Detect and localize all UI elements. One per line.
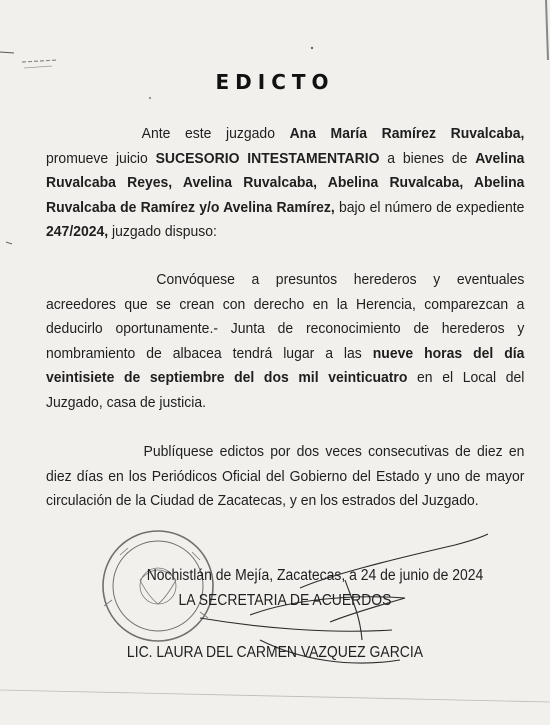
paragraph-promotion [46,122,524,245]
p1-text-5: juzgado dispuso: [108,223,217,240]
trial-type: SUCESORIO INTESTAMENTARIO [155,149,380,167]
p2-text-2: en el Local del Juzgado, casa de justicia. [46,369,525,411]
paragraph-publication [46,440,524,514]
case-number: 247/2024, [46,223,109,240]
hearing-datetime: nueve horas del día veintisiete de septiembre del dos mil veinticuatro [46,344,525,386]
scan-edge-right [546,0,548,60]
scan-mark-left-top [0,52,14,53]
p1-text-3: a bienes de [379,149,476,167]
scan-mark-left-mid [6,242,12,244]
promovente-name: Ana María Ramírez Ruvalcaba, [289,125,525,142]
p1-text-1: Ante este juzgado [141,125,290,142]
paragraph-convocation [46,268,524,415]
court-seal [103,531,213,641]
scan-mark-dash [22,60,58,62]
p1-text-4: bajo el número de expediente [334,198,525,216]
p3-text: Publíquese edictos por dos veces consecutivas de diez en diez días en los Periódicos Oficial del Gobierno del Estado y uno de mayor circulación de la Ciudad de Zacatecas, y en los estrados del Juzgado. [46,443,525,509]
page-title: EDICTO [215,70,335,94]
p2-text-1: Convóquese a presuntos herederos y eventuales acreedores que se crean con derecho en la Herencia, comparezcan a deducirlo oportunamente.- Junta de reconocimiento de herederos y nombramiento de albacea tendrá lugar a las [46,271,525,362]
causante-names: Avelina Ruvalcaba Reyes, Avelina Ruvalcaba, Abelina Ruvalcaba, Abelina Ruvalcaba de Ramírez y/o Avelina Ramírez, [46,149,525,216]
signer-name: LIC. LAURA DEL CARMEN VAZQUEZ GARCIA [126,644,424,661]
p1-text-2: promueve juicio [46,149,156,167]
place-date: Nochistlán de Mejía, Zacatecas, a 24 de junio de 2024 [146,567,484,584]
scan-line-bottom [0,690,550,702]
scan-dot-2 [149,97,151,99]
scan-dot [311,47,313,49]
signer-role: LA SECRETARIA DE ACUERDOS [178,592,392,609]
scan-mark-dash-2 [24,66,52,68]
